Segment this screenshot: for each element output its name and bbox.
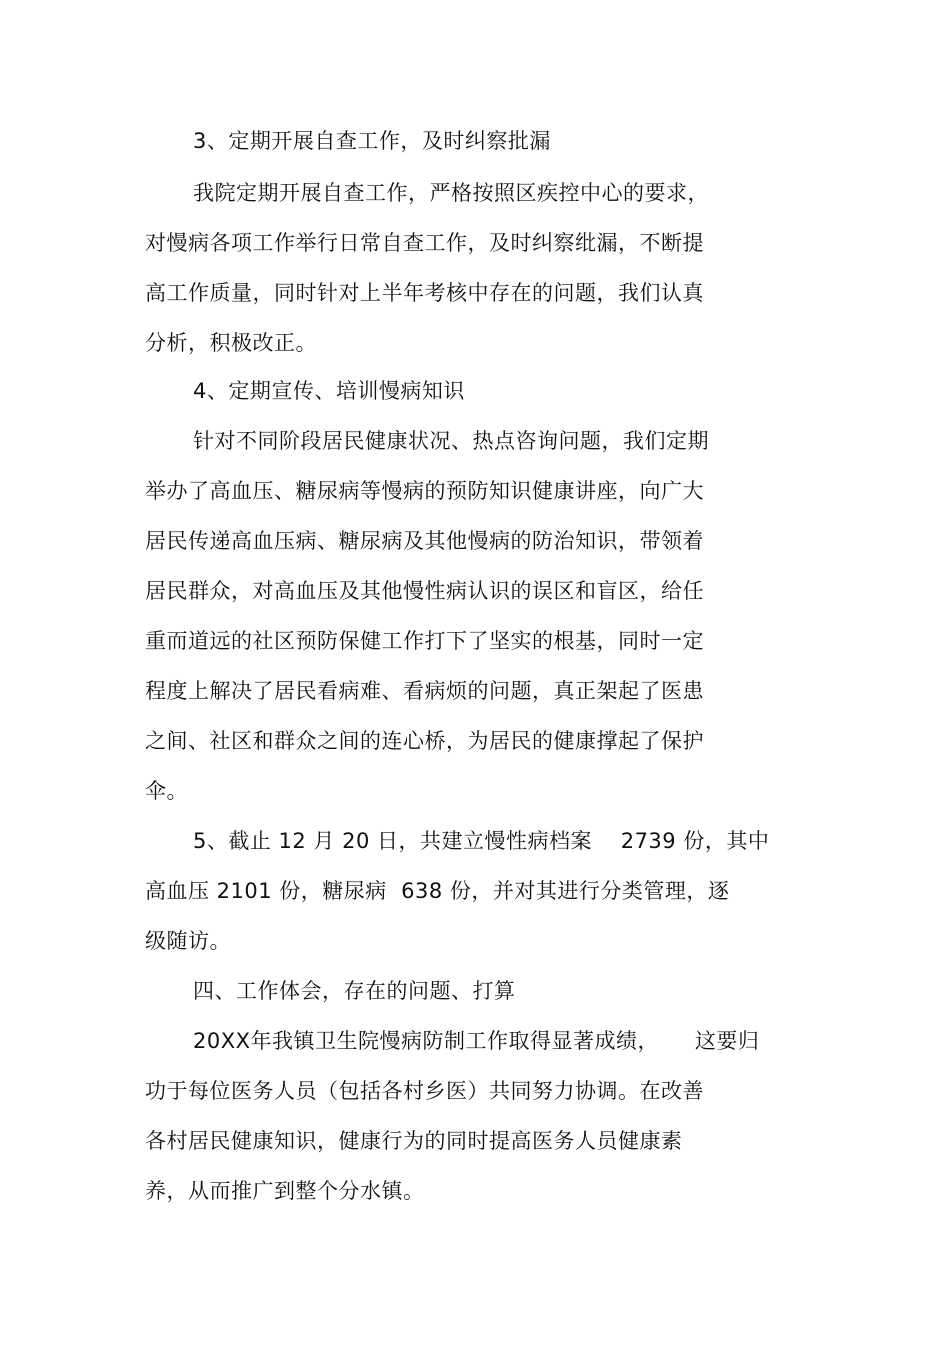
text-line: 举办了高血压、糖尿病等慢病的预防知识健康讲座，向广大 — [145, 479, 704, 503]
text-line: 功于每位医务人员（包括各村乡医）共同努力协调。在改善 — [145, 1079, 704, 1103]
text-line: 高工作质量，同时针对上半年考核中存在的问题，我们认真 — [145, 281, 704, 305]
text-line: 重而道远的社区预防保健工作打下了坚实的根基，同时一定 — [145, 629, 704, 653]
text-line: 级随访。 — [145, 929, 231, 953]
text-line: 20XX年我镇卫生院慢病防制工作取得显著成绩， 这要归 — [193, 1029, 760, 1053]
text-line: 之间、社区和群众之间的连心桥，为居民的健康撑起了保护 — [145, 729, 704, 753]
text-line: 分析，积极改正。 — [145, 331, 317, 355]
text-line: 高血压 2101 份，糖尿病 638 份，并对其进行分类管理，逐 — [145, 879, 730, 903]
text-line: 各村居民健康知识，健康行为的同时提高医务人员健康素 — [145, 1129, 683, 1153]
text-line: 4、定期宣传、培训慢病知识 — [193, 379, 465, 403]
text-line: 居民群众，对高血压及其他慢性病认识的误区和盲区，给任 — [145, 579, 704, 603]
text-line: 四、工作体会，存在的问题、打算 — [193, 979, 516, 1003]
text-line: 养，从而推广到整个分水镇。 — [145, 1179, 425, 1203]
text-line: 程度上解决了居民看病难、看病烦的问题，真正架起了医患 — [145, 679, 704, 703]
text-line: 针对不同阶段居民健康状况、热点咨询问题，我们定期 — [193, 429, 709, 453]
text-line: 5、截止 12 月 20 日，共建立慢性病档案 2739 份，其中 — [193, 829, 770, 853]
text-line: 对慢病各项工作举行日常自查工作，及时纠察纰漏，不断提 — [145, 231, 704, 255]
text-line: 我院定期开展自查工作，严格按照区疾控中心的要求， — [193, 181, 709, 205]
text-line: 3、定期开展自查工作，及时纠察批漏 — [193, 129, 551, 153]
text-line: 伞。 — [145, 779, 188, 803]
text-line: 居民传递高血压病、糖尿病及其他慢病的防治知识，带领着 — [145, 529, 704, 553]
